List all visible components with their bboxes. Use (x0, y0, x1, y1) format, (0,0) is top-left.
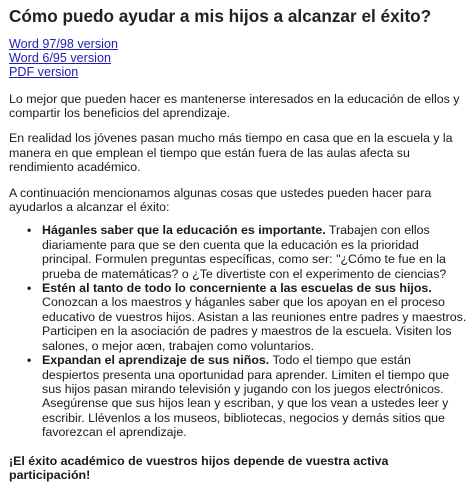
list-item (9, 223, 467, 281)
item-text: Todo el tiempo que están despiertos presenta una oportunidad para aprender. Limiten el tiempo que sus hijos pasan mirando televisión y jugando con los juegos electrónicos. Asegúrense que sus hijos lean y escriban, y que los vean a ustedes leer y escribir. Llévenlos a los museos, bibliotecas, negocios y demás sitios que favorezcan el aprendizaje. (42, 353, 450, 440)
pdf-link[interactable]: PDF version (9, 65, 79, 80)
item-text: Trabajen con ellos diariamente para que se den cuenta que la educación es la prioridad principal. Formulen preguntas específicas, como ser: "¿Cómo te fue en la prueba de matemáticas? o ¿Te divertiste con el experimento de ciencias? (42, 223, 447, 281)
list-intro-paragraph: A continuación mencionamos algunas cosas que ustedes pueden hacer para ayudarlos a alcanzar el éxito: (9, 185, 432, 215)
tips-list-wrap (9, 223, 467, 439)
list-item (9, 353, 467, 439)
tips-list (9, 223, 467, 439)
item-text: Conozcan a los maestros y háganles saber que los apoyan en el proceso educativo de vuestros hijos. Asistan a las reuniones entre padres y maestros. Participen en la asociación de padres y maestros de la escuela. Visiten los salones, o mejor aœn, trabajen como voluntarios. (42, 295, 467, 353)
bullet-icon: • (27, 281, 32, 296)
bullet-icon: • (27, 223, 32, 238)
version-links (9, 37, 467, 80)
closing-statement: ¡El éxito académico de vuestros hijos depende de vuestra activa participación! (9, 453, 389, 482)
intro-paragraph: Lo mejor que pueden hacer es mantenerse interesados en la educación de ellos y compartir los beneficios del aprendizaje. (9, 91, 460, 121)
bullet-icon: • (27, 353, 32, 368)
time-paragraph: En realidad los jóvenes pasan mucho más tiempo en casa que en la escuela y la manera en que emplean el tiempo que están fuera de las aulas afecta su rendimiento académico. (9, 131, 453, 175)
word-97-98-link[interactable]: Word 97/98 version (9, 37, 118, 51)
item-heading: Estén al tanto de todo lo concerniente a las escuelas de sus hijos. (42, 281, 432, 296)
item-heading: Expandan el aprendizaje de sus niños. (42, 353, 270, 368)
item-heading: Háganles saber que la educación es importante. (42, 223, 326, 238)
list-item (9, 281, 467, 353)
word-6-95-link[interactable]: Word 6/95 version (9, 51, 111, 66)
page-title: Cómo puedo ayudar a mis hijos a alcanzar el éxito? (9, 6, 432, 26)
